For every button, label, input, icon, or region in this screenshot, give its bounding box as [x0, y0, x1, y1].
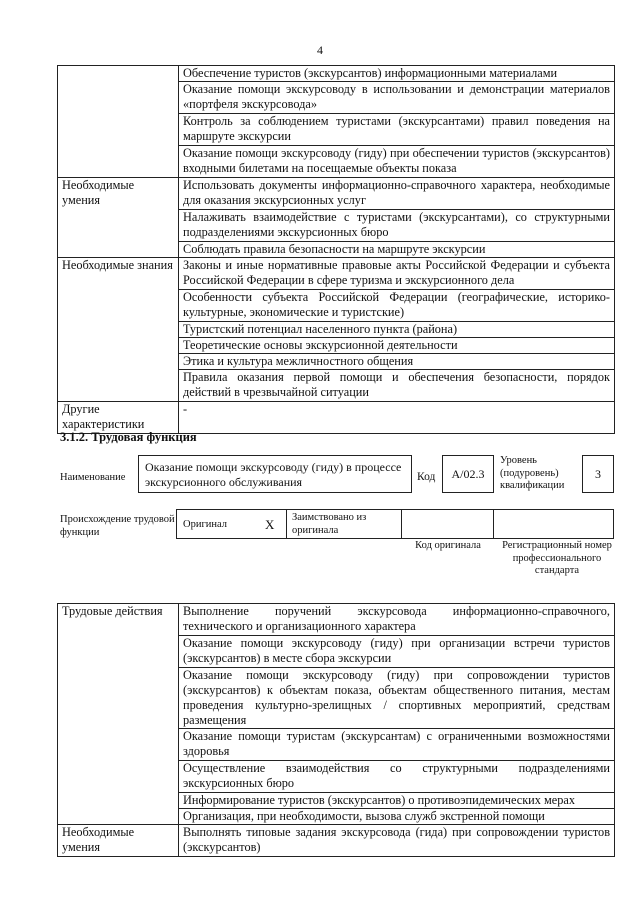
row-label-other: Другие характеристики [58, 402, 179, 434]
code-box [442, 455, 494, 493]
row-desc: Оказание помощи экскурсоводу (гиду) при организации встречи туристов (экскурсантов) в месте сбора экскурсии [179, 636, 615, 668]
name-label: Наименование [60, 472, 126, 483]
table-row [58, 258, 615, 290]
row-desc: Оказание помощи экскурсоводу (гиду) при сопровождении туристов (экскурсантов) к объектам показа, объектам общественного питания, местам проведения культурно-зрелищных / спортивных мероприятий, средствам размещения [179, 668, 615, 729]
row-desc: Законы и иные нормативные правовые акты Российской Федерации и субъекта Российской Федерации в сфере туризма и экскурсионного дела [179, 258, 615, 290]
row-desc: Налаживать взаимодействие с туристами (экскурсантами), со структурными подразделениями экскурсионных бюро [179, 210, 615, 242]
level-value: 3 [595, 467, 601, 481]
borrowed-label: Заимствовано из оригинала [292, 512, 367, 536]
row-desc: Использовать документы информационно-справочного характера, необходимые для оказания экскурсионных услуг [179, 178, 615, 210]
row-desc: Оказание помощи экскурсоводу (гиду) при обеспечении туристов (экскурсантов) входными билетами на посещаемые объекты показа [179, 146, 615, 178]
level-box [582, 455, 614, 493]
page-number: 4 [317, 43, 323, 57]
row-desc: Этика и культура межличностного общения [179, 354, 615, 370]
origin-box [176, 509, 614, 539]
table-row [58, 402, 615, 434]
code-original-caption: Код оригинала [415, 540, 481, 551]
table-row [58, 604, 615, 636]
row-desc: Оказание помощи туристам (экскурсантам) с ограниченными возможностями здоровья [179, 729, 615, 761]
row-label-skills: Необходимые умения [58, 825, 179, 857]
row-desc: Теоретические основы экскурсионной деятельности [179, 338, 615, 354]
row-desc: Обеспечение туристов (экскурсантов) информационными материалами [179, 66, 615, 82]
code-label: Код [417, 471, 436, 483]
row-desc: Оказание помощи экскурсоводу в использовании и демонстрации материалов «портфеля экскурсовода» [179, 82, 615, 114]
row-desc: Организация, при необходимости, вызова служб экстренной помощи [179, 809, 615, 825]
row-desc: Выполнять типовые задания экскурсовода (гида) при сопровождении туристов (экскурсантов) [179, 825, 615, 857]
original-label: Оригинал [183, 519, 227, 530]
function-name-box [138, 455, 412, 493]
row-desc: Туристский потенциал населенного пункта (района) [179, 322, 615, 338]
function-name: Оказание помощи экскурсоводу (гиду) в процессе экскурсионного обслуживания [145, 460, 402, 489]
divider [493, 510, 494, 538]
row-desc: Информирование туристов (экскурсантов) о противоэпидемических мерах [179, 793, 615, 809]
row-desc: Контроль за соблюдением туристами (экскурсантами) правил поведения на маршруте экскурсии [179, 114, 615, 146]
row-desc: Правила оказания первой помощи и обеспечения безопасности, порядок действий в чрезвычайной ситуации [179, 370, 615, 402]
divider [286, 510, 287, 538]
top-requirements-table [57, 65, 615, 434]
reg-number-caption: Регистрационный номер профессионального стандарта [502, 540, 612, 576]
row-desc: Выполнение поручений экскурсовода информационно-справочного, технического и организационного характера [179, 604, 615, 636]
level-label: Уровень (подуровень) квалификации [500, 455, 565, 491]
divider [401, 510, 402, 538]
code-value: A/02.3 [451, 467, 485, 481]
row-label-actions: Трудовые действия [58, 604, 179, 825]
row-desc: - [179, 402, 615, 434]
table-row [58, 178, 615, 210]
row-desc: Особенности субъекта Российской Федерации (географические, историко-культурные, экономические и туристские) [179, 290, 615, 322]
row-label [58, 66, 179, 178]
section-title: 3.1.2. Трудовая функция [60, 430, 197, 444]
row-label-knowledge: Необходимые знания [58, 258, 179, 402]
original-mark: X [265, 517, 275, 532]
table-row [58, 825, 615, 857]
row-label-skills: Необходимые умения [58, 178, 179, 258]
row-desc: Осуществление взаимодействия со структурными подразделениями экскурсионных бюро [179, 761, 615, 793]
labor-actions-table [57, 603, 615, 857]
origin-label: Происхождение трудовой функции [60, 514, 175, 538]
row-desc: Соблюдать правила безопасности на маршруте экскурсии [179, 242, 615, 258]
table-row [58, 66, 615, 82]
